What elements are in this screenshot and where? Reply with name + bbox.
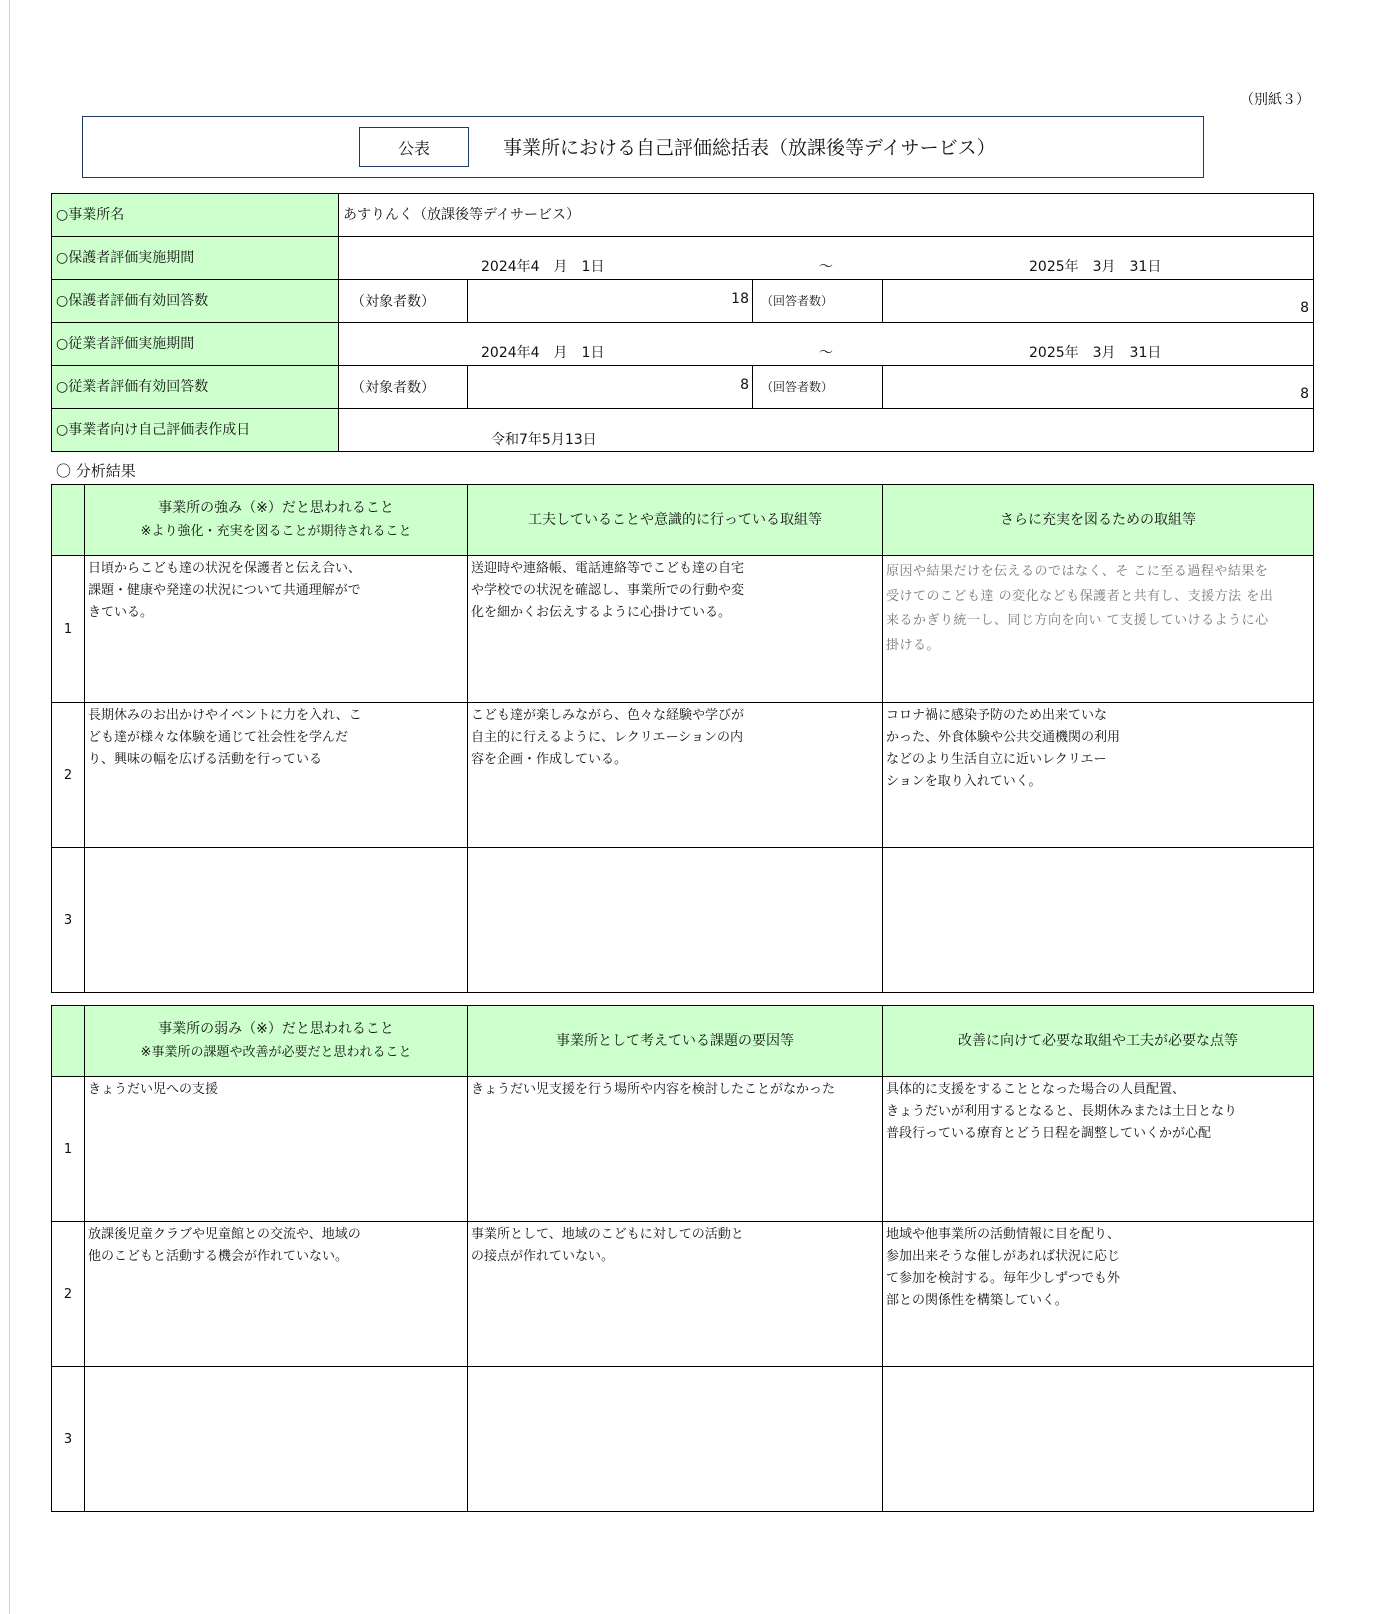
effort-text: 送迎時や連絡帳、電話連絡等でこども達の自宅 や学校での状況を確認し、事業所での行動や変 化を細かくお伝えするように心掛けている。 — [468, 556, 883, 703]
strengths-num-header — [52, 485, 85, 556]
guardian-period-value — [339, 237, 1314, 280]
weakness-text: 放課後児童クラブや児童館との交流や、地域の 他のこどもと活動する機会が作れていない。 — [85, 1222, 468, 1367]
staff-respond: 8 — [1300, 386, 1309, 402]
strengths-col2-header: 工夫していることや意識的に行っている取組等 — [468, 485, 883, 556]
created-date-label: ○事業者向け自己評価表作成日 — [52, 409, 339, 452]
guardian-period-row — [52, 237, 1314, 280]
weaknesses-col3-header: 改善に向けて必要な取組や工夫が必要な点等 — [883, 1006, 1314, 1077]
weaknesses-header-row — [52, 1006, 1314, 1077]
weakness-text: きょうだい児への支援 — [85, 1077, 468, 1222]
table-row — [52, 1077, 1314, 1222]
info-table — [51, 193, 1314, 452]
staff-period-row — [52, 323, 1314, 366]
created-date-row — [52, 409, 1314, 452]
guardian-period-separator: ～ — [819, 259, 833, 275]
enhancement-text: コロナ禍に感染予防のため出来ていな かった、外食体験や公共交通機関の利用 などのより生活自立に近いレクリエー ションを取り入れていく。 — [883, 703, 1314, 848]
weaknesses-num-header — [52, 1006, 85, 1077]
table-row — [52, 1367, 1314, 1512]
office-name-row — [52, 194, 1314, 237]
enhancement-text — [883, 848, 1314, 993]
table-row — [52, 1222, 1314, 1367]
weaknesses-col2-header: 事業所として考えている課題の要因等 — [468, 1006, 883, 1077]
guardian-period-end: 2025年 3月 31日 — [1029, 259, 1162, 275]
staff-target-label-cell — [339, 366, 468, 409]
office-name-label: ○事業所名 — [52, 194, 339, 237]
staff-period-label: ○従業者評価実施期間 — [52, 323, 339, 366]
strengths-col1-header — [85, 485, 468, 556]
guardian-period-label: ○保護者評価実施期間 — [52, 237, 339, 280]
row-number: 1 — [52, 556, 85, 703]
created-date-value — [339, 409, 1314, 452]
weaknesses-col1-title: 事業所の弱み（※）だと思われること — [158, 1021, 394, 1037]
enhancement-text: 原因や結果だけを伝えるのではなく、そ こに至る過程や結果を 受けてのこども達 の変化なども保護者と共有し、支援方法 を出 来るかぎり統一し、同じ方向を向い て支援していけるように心 掛ける。 — [883, 556, 1314, 703]
page-edge — [9, 0, 10, 1614]
row-number: 3 — [52, 1367, 85, 1512]
strengths-col1-title: 事業所の強み（※）だと思われること — [158, 500, 394, 516]
guardian-answers-label: ○保護者評価有効回答数 — [52, 280, 339, 323]
guardian-period-start: 2024年4 月 1日 — [481, 259, 605, 275]
guardian-respond-label-cell — [753, 280, 883, 323]
strengths-table — [51, 484, 1314, 993]
staff-period-start: 2024年4 月 1日 — [481, 345, 605, 361]
weaknesses-col1-sub: ※事業所の課題や改善が必要だと思われること — [140, 1045, 412, 1060]
staff-period-value — [339, 323, 1314, 366]
staff-respond-label: （回答者数） — [761, 380, 834, 394]
annex-label: （別紙３） — [1240, 92, 1310, 108]
row-number: 2 — [52, 1222, 85, 1367]
publish-badge: 公表 — [359, 127, 469, 167]
improvement-text: 地域や他事業所の活動情報に目を配り、 参加出来そうな催しがあれば状況に応じ て参加を検討する。毎年少しずつでも外 部との関係性を構築していく。 — [883, 1222, 1314, 1367]
strengths-col3-header: さらに充実を図るための取組等 — [883, 485, 1314, 556]
strength-text: 日頃からこども達の状況を保護者と伝え合い、 課題・健康や発達の状況について共通理解がで きている。 — [85, 556, 468, 703]
office-name: あすりんく（放課後等デイサービス） — [343, 207, 581, 223]
guardian-respond-label: （回答者数） — [761, 294, 834, 308]
row-number: 1 — [52, 1077, 85, 1222]
table-row — [52, 703, 1314, 848]
guardian-target: 18 — [731, 291, 749, 307]
weaknesses-table — [51, 1005, 1314, 1512]
staff-target: 8 — [740, 377, 749, 393]
guardian-target-label: （対象者数） — [351, 294, 435, 310]
table-row — [52, 848, 1314, 993]
staff-period-end: 2025年 3月 31日 — [1029, 345, 1162, 361]
row-number: 2 — [52, 703, 85, 848]
staff-answers-row — [52, 366, 1314, 409]
page-title: 事業所における自己評価総括表（放課後等デイサービス） — [503, 137, 996, 159]
row-number: 3 — [52, 848, 85, 993]
effort-text: こども達が楽しみながら、色々な経験や学びが 自主的に行えるように、レクリエーションの内 容を企画・作成している。 — [468, 703, 883, 848]
cause-text: 事業所として、地域のこどもに対しての活動と の接点が作れていない。 — [468, 1222, 883, 1367]
guardian-respond: 8 — [1300, 300, 1309, 316]
strengths-col1-sub: ※より強化・充実を図ることが期待されること — [140, 524, 412, 539]
guardian-target-cell — [468, 280, 753, 323]
staff-respond-label-cell — [753, 366, 883, 409]
weakness-text — [85, 1367, 468, 1512]
staff-respond-cell — [883, 366, 1314, 409]
staff-target-cell — [468, 366, 753, 409]
improvement-text: 具体的に支援をすることとなった場合の人員配置、 きょうだいが利用するとなると、長期休みまたは土日となり 普段行っている療育とどう日程を調整していくかが心配 — [883, 1077, 1314, 1222]
staff-answers-label: ○従業者評価有効回答数 — [52, 366, 339, 409]
improvement-text — [883, 1367, 1314, 1512]
staff-period-separator: ～ — [819, 345, 833, 361]
staff-target-label: （対象者数） — [351, 380, 435, 396]
guardian-target-label-cell — [339, 280, 468, 323]
analysis-label: 〇 分析結果 — [56, 462, 136, 480]
cause-text: きょうだい児支援を行う場所や内容を検討したことがなかった — [468, 1077, 883, 1222]
weaknesses-col1-header — [85, 1006, 468, 1077]
strength-text — [85, 848, 468, 993]
guardian-answers-row — [52, 280, 1314, 323]
effort-text — [468, 848, 883, 993]
cause-text — [468, 1367, 883, 1512]
office-name-value — [339, 194, 1314, 237]
strength-text: 長期休みのお出かけやイベントに力を入れ、こ ども達が様々な体験を通じて社会性を学んだ り、興味の幅を広げる活動を行っている — [85, 703, 468, 848]
table-row — [52, 556, 1314, 703]
strengths-header-row — [52, 485, 1314, 556]
guardian-respond-cell — [883, 280, 1314, 323]
created-date: 令和7年5月13日 — [491, 432, 597, 448]
title-frame — [82, 116, 1204, 178]
